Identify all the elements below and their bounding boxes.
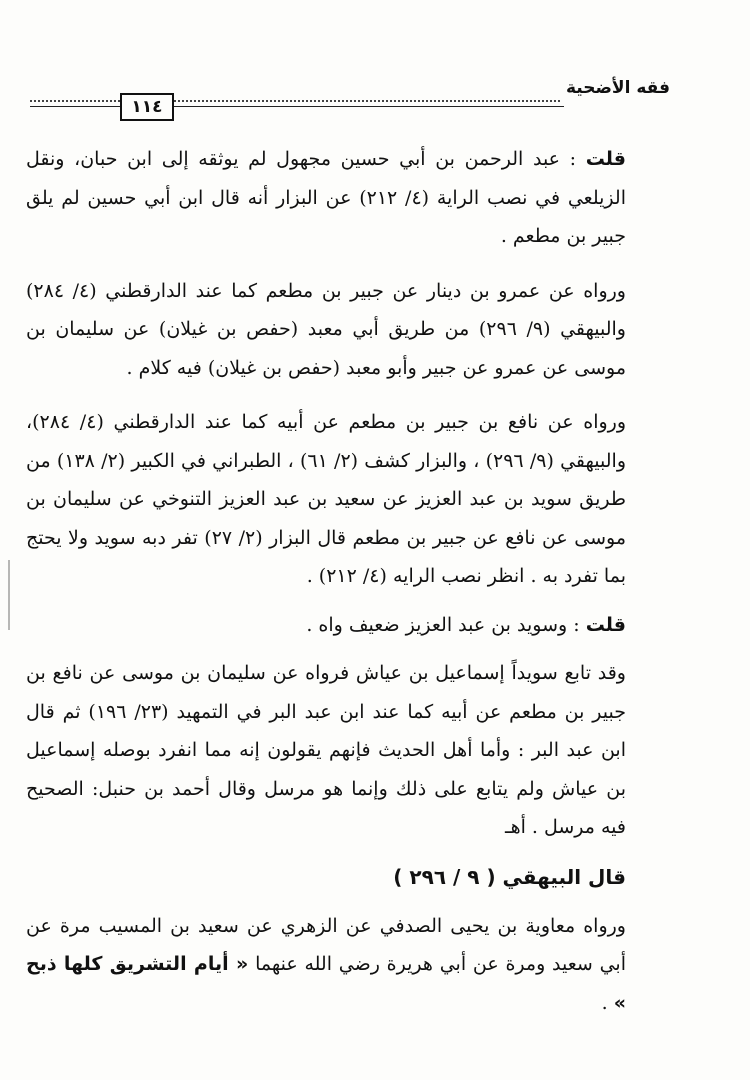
paragraph-end: . <box>601 991 608 1014</box>
paragraph <box>26 272 626 388</box>
paragraph <box>26 654 626 847</box>
paragraph-text: ورواه عن نافع بن جبير بن مطعم عن أبيه كما عند الدارقطني (٤/ ٢٨٤)، والبيهقي (٩/ ٢٩٦) ، والبزار كشف (٢/ ٦١) ، الطبراني في الكبير (٢/ ١٣٨) من طريق سويد بن عبد العزيز عن سعيد بن عبد العزيز التنوخي عن سليمان بن موسى عن نافع عن جبير بن مطعم قال البزار (٢/ ٢٧) تفر دبه سويد ولا يحتج بما تفرد به . انظر نصب الرايه (٤/ ٢١٢) . <box>26 411 626 587</box>
page-body <box>26 140 626 1032</box>
page-number-ornament <box>70 106 120 107</box>
paragraph-text: : عبد الرحمن بن أبي حسين مجهول لم يوثقه إلى ابن حبان، ونقل الزيلعي في نصب الراية (٤/ ٢١٢) عن البزار أنه قال ابن أبي حسين لم يلق جبير بن مطعم . <box>26 148 626 247</box>
note-label: قلت <box>585 148 626 170</box>
paragraph-text: : وسويد بن عبد العزيز ضعيف واه . <box>306 613 580 636</box>
paragraph <box>26 140 626 256</box>
note-label: قلت <box>585 613 626 636</box>
paragraph-text: وقد تابع سويداً إسماعيل بن عياش فرواه عن سليمان بن موسى عن نافع بن جبير بن مطعم عن أبيه كما عند ابن عبد البر في التمهيد (٢٣/ ١٩٦) ثم قال ابن عبد البر : وأما أهل الحديث فإنهم يقولون إنه مما انفرد بوصله إسماعيل بن عياش ولم يتابع على ذلك وإنما هو مرسل وقال أحمد بن حنبل: الصحيح فيه مرسل . أهـ <box>26 662 626 838</box>
book-title: فقه الأضحية <box>565 78 670 98</box>
paragraph <box>26 907 626 1023</box>
header-dotted-rule <box>30 100 560 102</box>
page-header <box>30 70 670 120</box>
paragraph-text: ورواه معاوية بن يحيى الصدفي عن الزهري عن سعيد بن المسيب مرة عن أبي سعيد ومرة عن أبي هريرة رضي الله عنهما <box>26 914 626 975</box>
page-number: ١١٤ <box>120 93 174 121</box>
paragraph <box>26 606 626 645</box>
section-heading: قال البيهقي ( ٩ / ٢٩٦ ) <box>393 864 626 889</box>
paragraph-text: ورواه عن عمرو بن دينار عن جبير بن مطعم كما عند الدارقطني (٤/ ٢٨٤) والبيهقي (٩/ ٢٩٦) من طريق أبي معبد (حفص بن غيلان) عن سليمان بن موسى عن عمرو عن جبير وأبو معبد (حفص بن غيلان) فيه كلام . <box>26 279 626 379</box>
paragraph <box>26 403 626 596</box>
hadith-quote: « أيام التشريق كلها ذبح » <box>26 953 626 1014</box>
margin-mark <box>8 560 10 630</box>
